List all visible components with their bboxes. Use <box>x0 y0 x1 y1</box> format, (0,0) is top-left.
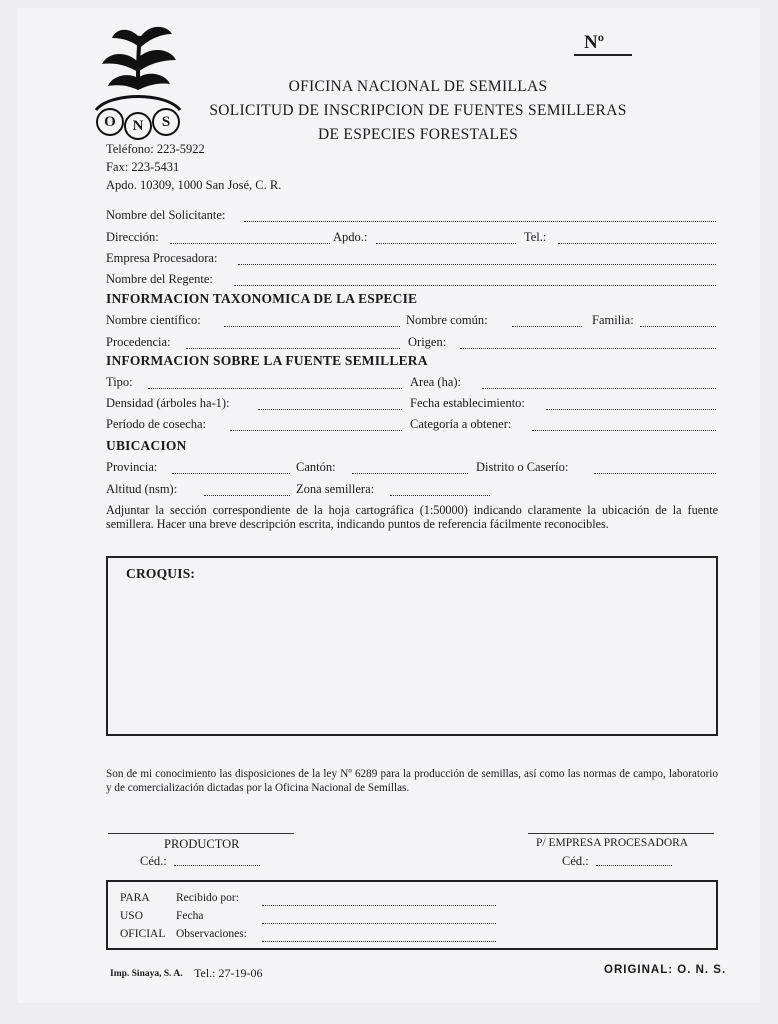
label-nombre-cientifico: Nombre científico: <box>106 313 201 327</box>
field-area[interactable] <box>482 388 716 389</box>
form-page <box>18 8 760 1003</box>
label-nombre-solicitante: Nombre del Solicitante: <box>106 208 226 222</box>
label-nombre-comun: Nombre común: <box>406 313 488 327</box>
field-periodo-cosecha[interactable] <box>230 430 402 431</box>
field-tipo[interactable] <box>148 388 402 389</box>
label-categoria: Categoría a obtener: <box>410 417 512 431</box>
label-procedencia: Procedencia: <box>106 335 171 349</box>
label-regente: Nombre del Regente: <box>106 272 213 286</box>
empresa-label: P/ EMPRESA PROCESADORA <box>536 837 689 849</box>
form-number-line <box>574 54 632 56</box>
field-nombre-cientifico[interactable] <box>224 326 400 327</box>
field-altitud[interactable] <box>204 495 290 496</box>
footer-printer: Imp. Sinaya, S. A. <box>110 969 183 979</box>
field-procedencia[interactable] <box>186 348 400 349</box>
field-empresa[interactable] <box>238 264 716 265</box>
productor-label: PRODUCTOR <box>164 837 240 851</box>
field-distrito[interactable] <box>594 473 716 474</box>
field-regente[interactable] <box>234 285 716 286</box>
title-request: SOLICITUD DE INSCRIPCION DE FUENTES SEMILLERAS <box>209 102 627 119</box>
contact-phone: Teléfono: 223-5922 <box>106 142 205 156</box>
declaration-text: Son de mi conocimiento las disposiciones de la ley Nº 6289 para la producción de semillas, así como las normas de campo, laboratorio y de comercialización dictadas por la Oficina Nacional de Semillas. <box>106 768 718 794</box>
field-recibido-por[interactable] <box>262 905 496 906</box>
label-observaciones: Observaciones: <box>176 928 247 940</box>
field-zona-semillera[interactable] <box>390 495 490 496</box>
label-tel: Tel.: <box>524 230 547 244</box>
official-use-box <box>106 880 718 950</box>
field-origen[interactable] <box>460 348 716 349</box>
label-densidad: Densidad (árboles ha-1): <box>106 396 230 410</box>
label-origen: Origen: <box>408 335 447 349</box>
field-provincia[interactable] <box>172 473 290 474</box>
field-nombre-comun[interactable] <box>512 326 582 327</box>
field-canton[interactable] <box>352 473 468 474</box>
logo-circle-s: S <box>152 108 180 136</box>
label-canton: Cantón: <box>296 460 336 474</box>
footer-original: ORIGINAL: O. N. S. <box>604 964 727 976</box>
label-fecha: Fecha <box>176 910 204 922</box>
label-distrito: Distrito o Caserío: <box>476 460 569 474</box>
logo-circle-n: N <box>124 112 152 140</box>
label-periodo-cosecha: Período de cosecha: <box>106 417 206 431</box>
heading-ubicacion: UBICACION <box>106 438 187 453</box>
contact-fax: Fax: 223-5431 <box>106 160 180 174</box>
label-recibido-por: Recibido por: <box>176 892 239 904</box>
field-apdo[interactable] <box>376 243 516 244</box>
label-tipo: Tipo: <box>106 375 133 389</box>
field-categoria[interactable] <box>532 430 716 431</box>
croquis-box[interactable] <box>106 556 718 736</box>
label-direccion: Dirección: <box>106 230 159 244</box>
field-fecha-establecimiento[interactable] <box>546 409 716 410</box>
label-altitud: Altitud (nsm): <box>106 482 178 496</box>
heading-fuente-semillera: INFORMACION SOBRE LA FUENTE SEMILLERA <box>106 353 428 368</box>
productor-signature-line[interactable] <box>108 833 294 834</box>
footer-tel: Tel.: 27-19-06 <box>194 966 263 980</box>
field-direccion[interactable] <box>170 243 330 244</box>
productor-ced-label: Céd.: <box>140 854 167 868</box>
field-familia[interactable] <box>640 326 716 327</box>
field-tel[interactable] <box>558 243 716 244</box>
field-nombre-solicitante[interactable] <box>244 221 716 222</box>
form-number-label: Nº <box>584 32 604 53</box>
title-office: OFICINA NACIONAL DE SEMILLAS <box>288 78 548 95</box>
label-provincia: Provincia: <box>106 460 158 474</box>
label-area: Area (ha): <box>410 375 462 389</box>
label-apdo: Apdo.: <box>333 230 368 244</box>
official-para: PARA <box>120 892 150 904</box>
empresa-ced-field[interactable] <box>596 865 672 866</box>
croquis-label: CROQUIS: <box>126 566 196 581</box>
official-uso: USO <box>120 910 144 922</box>
official-oficial: OFICIAL <box>120 928 166 940</box>
label-fecha-establecimiento: Fecha establecimiento: <box>410 396 525 410</box>
label-familia: Familia: <box>592 313 634 327</box>
label-empresa: Empresa Procesadora: <box>106 251 218 265</box>
empresa-ced-label: Céd.: <box>562 854 589 868</box>
productor-ced-field[interactable] <box>174 865 260 866</box>
field-observaciones[interactable] <box>262 941 496 942</box>
contact-address: Apdo. 10309, 1000 San José, C. R. <box>106 178 282 192</box>
location-instructions: Adjuntar la sección correspondiente de la hoja cartográfica (1:50000) indicando claramente la ubicación de la fuente semillera. Hacer una breve descripción escrita, indicando puntos de referencia fácilmente reconocibles. <box>106 503 718 531</box>
logo-circle-o: O <box>96 108 124 136</box>
empresa-signature-line[interactable] <box>528 833 714 834</box>
heading-taxonomica: INFORMACION TAXONOMICA DE LA ESPECIE <box>106 291 418 306</box>
field-fecha[interactable] <box>262 923 496 924</box>
field-densidad[interactable] <box>258 409 402 410</box>
title-species: DE ESPECIES FORESTALES <box>318 126 518 143</box>
label-zona-semillera: Zona semillera: <box>296 482 375 496</box>
